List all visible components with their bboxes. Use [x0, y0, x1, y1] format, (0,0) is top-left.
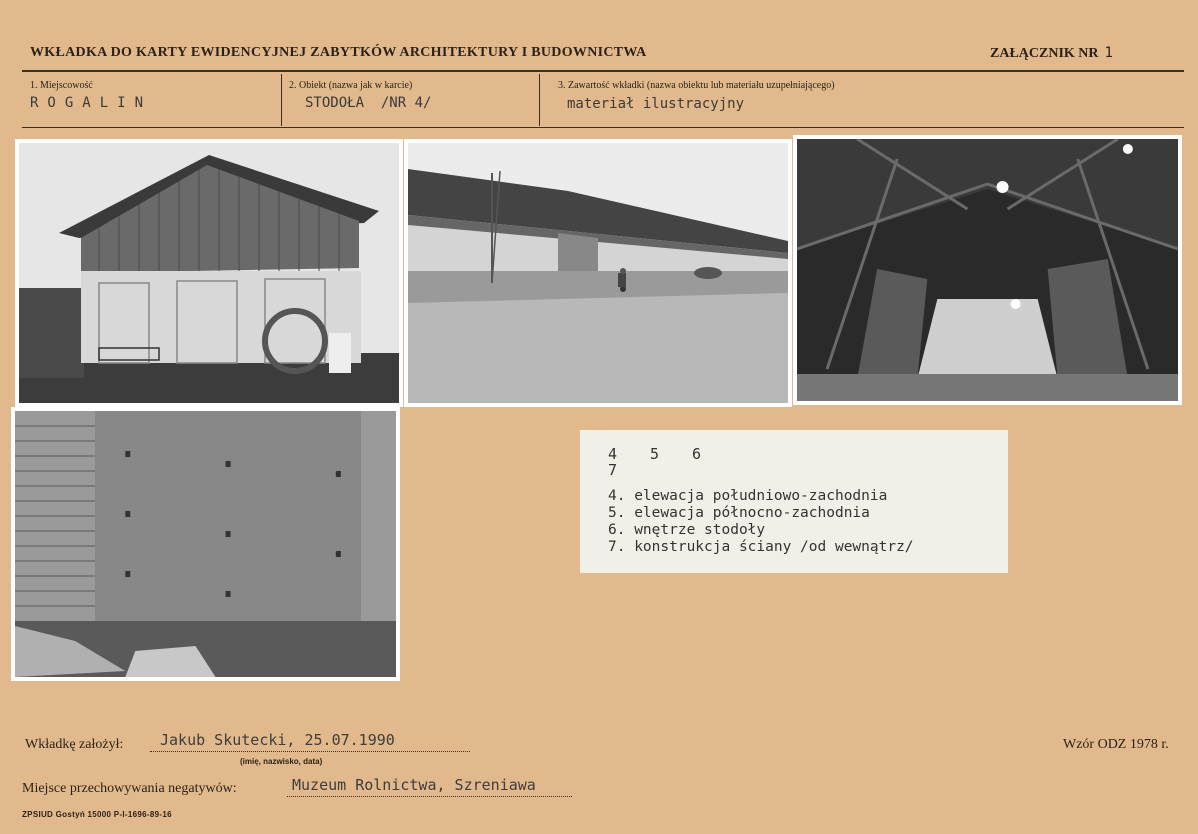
- barn-gable-photo: [15, 139, 403, 407]
- founder-value: Jakub Skutecki, 25.07.1990: [150, 731, 470, 752]
- content-label: 3. Zawartość wkładki (nazwa obiektu lub materiału uzupełniającego): [558, 80, 835, 91]
- object-value: STODOŁA /NR 4/: [305, 95, 432, 111]
- field-divider-2: [539, 74, 540, 126]
- content-value: materiał ilustracyjny: [567, 96, 745, 112]
- annex-label-text: ZAŁĄCZNIK NR: [990, 46, 1099, 61]
- caption-grid-row-1: [608, 446, 1008, 462]
- founder-label: Wkładkę założył:: [25, 737, 124, 752]
- barn-side-photo: [404, 139, 792, 407]
- caption-grid: [608, 446, 1008, 478]
- caption-item: 5. elewacja północno-zachodnia: [608, 505, 870, 521]
- caption-grid-cell: 7: [608, 461, 618, 479]
- form-title: WKŁADKA DO KARTY EWIDENCYJNEJ ZABYTKÓW ARCHITEKTURY I BUDOWNICTWA: [30, 45, 647, 60]
- caption-item: 6. wnętrze stodoły: [608, 522, 766, 538]
- form-pattern: Wzór ODZ 1978 r.: [1063, 737, 1169, 752]
- caption-grid-cell: 6: [692, 445, 702, 463]
- storage-value: Muzeum Rolnictwa, Szreniawa: [287, 776, 572, 797]
- barn-interior-photo: [793, 135, 1182, 405]
- caption-grid-cell: 4: [608, 445, 618, 463]
- brick-wall-photo: [11, 407, 400, 681]
- field-divider-1: [281, 74, 282, 126]
- caption-item: 4. elewacja południowo-zachodnia: [608, 488, 888, 504]
- storage-label: Miejsce przechowywania negatywów:: [22, 781, 237, 796]
- header-divider: [22, 70, 1184, 72]
- fields-divider: [22, 127, 1184, 128]
- founder-hint: (imię, nazwisko, data): [240, 757, 323, 766]
- printer-info: ZPSIUD Gostyń 15000 P-I-1696-89-16: [22, 810, 172, 819]
- caption-grid-cell: 5: [650, 445, 660, 463]
- object-label: 2. Obiekt (nazwa jak w karcie): [289, 80, 413, 91]
- annex-label: [990, 45, 1113, 62]
- caption-grid-row-2: [608, 462, 1008, 478]
- caption-list: [608, 488, 1008, 556]
- locality-label: 1. Miejscowość: [30, 80, 93, 91]
- locality-value: ROGALIN: [30, 95, 153, 111]
- annex-number: 1: [1104, 45, 1113, 61]
- caption-card: [580, 430, 1008, 573]
- caption-item: 7. konstrukcja ściany /od wewnątrz/: [608, 539, 914, 555]
